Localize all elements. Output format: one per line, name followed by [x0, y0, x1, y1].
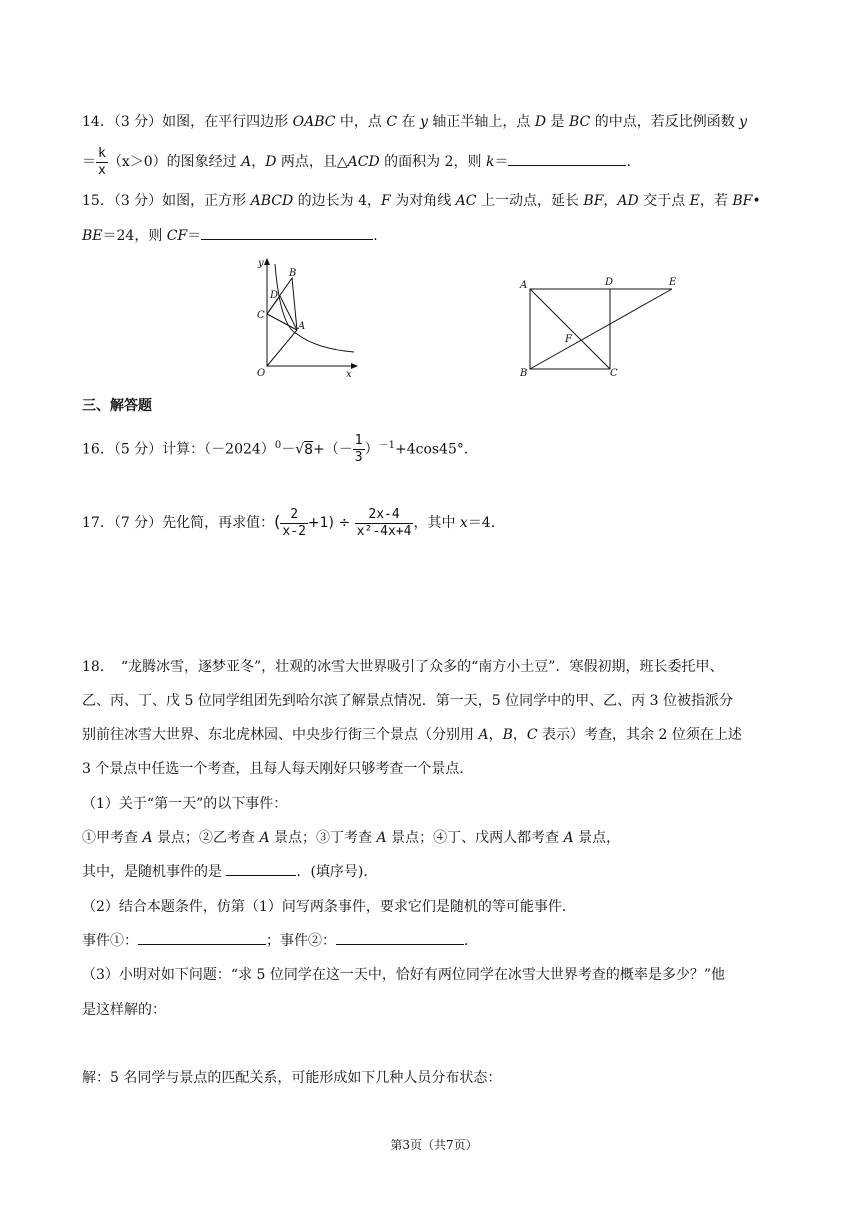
- label-b: B: [520, 368, 528, 379]
- k-over-x-fraction: $\frac{k}{x}$: [98, 145, 106, 178]
- label-a: A: [520, 280, 528, 291]
- q18-line3: 别前往冰雪大世界、东北虎林园、中央步行街三个景点（分别用 A，B，C 表示）考查，其余 2 位须在上述: [82, 727, 742, 743]
- q18-line2: 乙、丙、丁、戊 5 位同学组团先到哈尔滨了解景点情况．第一天，5 位同学中的甲、乙、丙 3 位被指派分: [82, 693, 733, 709]
- q18-part2: （2）结合本题条件，仿第（1）问写两条事件，要求它们是随机的等可能事件．: [82, 899, 576, 915]
- q18-random-events: 其中，是随机事件的是 ．(填序号)．: [82, 861, 377, 883]
- label-d: D: [270, 290, 279, 301]
- label-b: B: [289, 268, 297, 279]
- y-axis-arrow: [264, 258, 270, 265]
- event1-blank[interactable]: [138, 930, 266, 945]
- q18-solution: 解：5 名同学与景点的匹配关系，可能形成如下几种人员分布状态：: [82, 1070, 502, 1086]
- q15-line1: 15．（3 分）如图，正方形 ABCD 的边长为 4，F 为对角线 AC 上一动点，延长 BF，AD 交于点 E，若 BF•: [82, 193, 761, 209]
- q15-answer-blank[interactable]: [201, 225, 373, 240]
- fraction-2-over-x-2: $\frac{2}{x-2}$: [282, 506, 306, 539]
- event2-blank[interactable]: [336, 930, 464, 945]
- figure-square-abcd: [516, 274, 686, 380]
- q14-line1: 14．（3 分）如图，在平行四边形 OABC 中，点 C 在 y 轴正半轴上，点 D 是 BC 的中点，若反比例函数 y: [82, 114, 748, 130]
- one-third-fraction: $\frac{1}{3}$: [354, 433, 363, 466]
- q18-part3-cont: 是这样解的：: [82, 1002, 166, 1018]
- section-heading: 三、解答题: [82, 398, 152, 414]
- q18-events: ①甲考查 A 景点；②乙考查 A 景点；③丁考查 A 景点；④丁、戊两人都考查 A 景点，: [82, 830, 621, 846]
- q18-line1: 18． “龙腾冰雪，逐梦亚冬”，壮观的冰雪大世界吸引了众多的“南方小土豆”．寒假初期，班长委托甲、: [82, 659, 724, 675]
- page-footer: 第3页（共7页）: [390, 1138, 478, 1152]
- q18-part3: （3）小明对如下问题：“求 5 位同学在这一天中，恰好有两位同学在冰雪大世界考查的概率是多少？”他: [82, 967, 726, 983]
- q14-answer-blank[interactable]: [508, 151, 626, 166]
- label-y: y: [258, 258, 264, 269]
- label-a: A: [298, 321, 306, 332]
- q18-event-blanks: 事件①： ；事件②： ．: [82, 930, 478, 952]
- label-d: D: [605, 277, 614, 288]
- label-e: E: [669, 277, 677, 288]
- q17-line: 17．（7 分）先化简，再求值：( $\frac{2}{x-2}$ +1) ÷ $\frac{2x-4}{\text{x²-4x+4}}$ ，其中 x＝4.: [82, 506, 496, 539]
- label-c: C: [257, 310, 265, 321]
- label-x: x: [346, 369, 352, 380]
- label-o: O: [257, 368, 266, 379]
- label-f: F: [565, 334, 572, 345]
- q18-line4: 3 个景点中任选一个考查，且每人每天刚好只够考查一个景点．: [82, 761, 474, 777]
- q14-line2: ＝ $\frac{k}{x}$ （x＞0）的图象经过 A，D 两点，且△ACD 的面积为 2，则 k＝ .: [82, 145, 631, 178]
- sqrt-symbol: √: [295, 441, 305, 458]
- figure-parallelogram-hyperbola: [252, 256, 364, 380]
- q16-line: 16．（5 分）计算：$(-2024)^0-√8+(-$ $\frac{1}{3}$ ）$^{-1}$+4cos45°．: [82, 433, 478, 466]
- fraction-2x-4-over-quadratic: $\frac{2x-4}{\text{x²-4x+4}}$: [356, 506, 412, 539]
- q18-part1: （1）关于“第一天”的以下事件：: [82, 796, 288, 812]
- diagonal-ac: [530, 289, 610, 369]
- hyperbola-curve: [275, 264, 354, 352]
- line-be: [530, 289, 672, 369]
- random-event-blank[interactable]: [226, 861, 296, 876]
- q15-line2: BE＝24，则 CF＝ .: [82, 225, 378, 247]
- x-axis-arrow: [351, 363, 358, 369]
- label-c: C: [610, 368, 618, 379]
